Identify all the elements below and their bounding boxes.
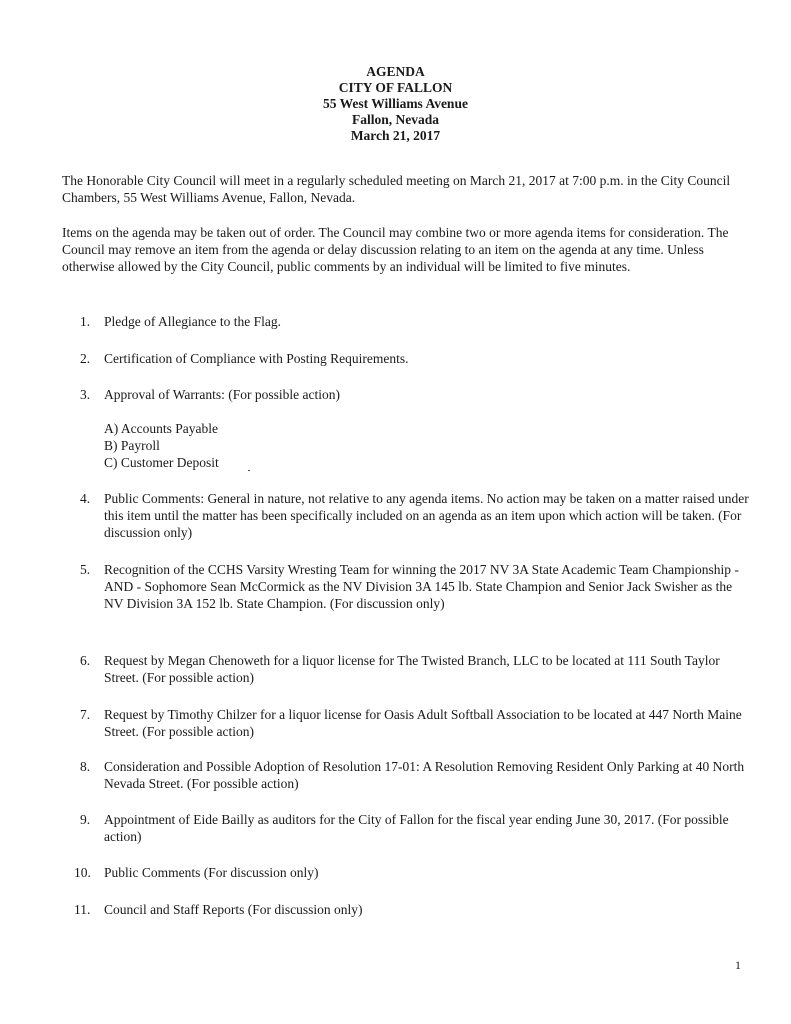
- agenda-header: [0, 64, 791, 144]
- item-number: 5.: [80, 562, 91, 577]
- item-text: Consideration and Possible Adoption of Resolution 17-01: A Resolution Removing Resident Only Parking at 40 North Nevada Street. (For possible action): [104, 759, 745, 791]
- item-number: 6.: [80, 653, 91, 668]
- item-number: 11.: [74, 902, 91, 917]
- item-number: 7.: [80, 707, 91, 722]
- header-title: AGENDA: [366, 64, 425, 79]
- intro-paragraph-1: The Honorable City Council will meet in a regularly scheduled meeting on March 21, 2017 at 7:00 p.m. in the City Council Chambers, 55 West Williams Avenue, Fallon, Nevada.: [62, 173, 731, 205]
- item-text: Appointment of Eide Bailly as auditors for the City of Fallon for the fiscal year ending June 30, 2017. (For possible action): [104, 812, 729, 844]
- item-number: 4.: [80, 491, 91, 506]
- item-number: 2.: [80, 351, 91, 366]
- item-text: Public Comments: General in nature, not relative to any agenda items. No action may be taken on a matter raised under this item until the matter has been specifically included on an agenda as an item upon which action will be taken. (For discussion only): [104, 491, 749, 540]
- item-text: Certification of Compliance with Posting Requirements.: [104, 351, 409, 366]
- item-text: Recognition of the CCHS Varsity Wresting Team for winning the 2017 NV 3A State Academic Team Championship - AND - Sophomore Sean McCormick as the NV Division 3A 145 lb. State Champion and Senior Jack Swisher as the NV Division 3A 152 lb. State Champion. (For discussion only): [104, 562, 739, 611]
- item-text: Council and Staff Reports (For discussion only): [104, 902, 363, 917]
- item-number: 9.: [80, 812, 91, 827]
- header-address: 55 West Williams Avenue: [323, 96, 468, 111]
- page-number: 1: [735, 958, 741, 972]
- header-date: March 21, 2017: [350, 128, 441, 143]
- warrant-payroll: B) Payroll: [104, 438, 160, 453]
- item-text: Request by Timothy Chilzer for a liquor license for Oasis Adult Softball Association to be located at 447 North Maine Street. (For possible action): [104, 707, 742, 739]
- item-text: Public Comments (For discussion only): [104, 865, 319, 880]
- intro-paragraph-2: Items on the agenda may be taken out of order. The Council may combine two or more agenda items for consideration. The Council may remove an item from the agenda or delay discussion relating to an item on the agenda at any time. Unless otherwise allowed by the City Council, public comments by an individual will be limited to five minutes.: [62, 225, 729, 274]
- warrant-accounts-payable: A) Accounts Payable: [104, 421, 218, 436]
- item-text: Approval of Warrants: (For possible action): [104, 387, 340, 402]
- item-text: Request by Megan Chenoweth for a liquor license for The Twisted Branch, LLC to be located at 111 South Taylor Street. (For possible action): [104, 653, 720, 685]
- item-text: Pledge of Allegiance to the Flag.: [104, 314, 281, 329]
- item-number: 8.: [80, 759, 91, 774]
- item-number: 1.: [80, 314, 91, 329]
- scan-speck: [248, 470, 250, 471]
- warrant-customer-deposit: C) Customer Deposit: [104, 455, 219, 470]
- item-number: 10.: [74, 865, 91, 880]
- header-location: Fallon, Nevada: [351, 112, 439, 127]
- header-city: CITY OF FALLON: [338, 80, 453, 95]
- item-number: 3.: [80, 387, 91, 402]
